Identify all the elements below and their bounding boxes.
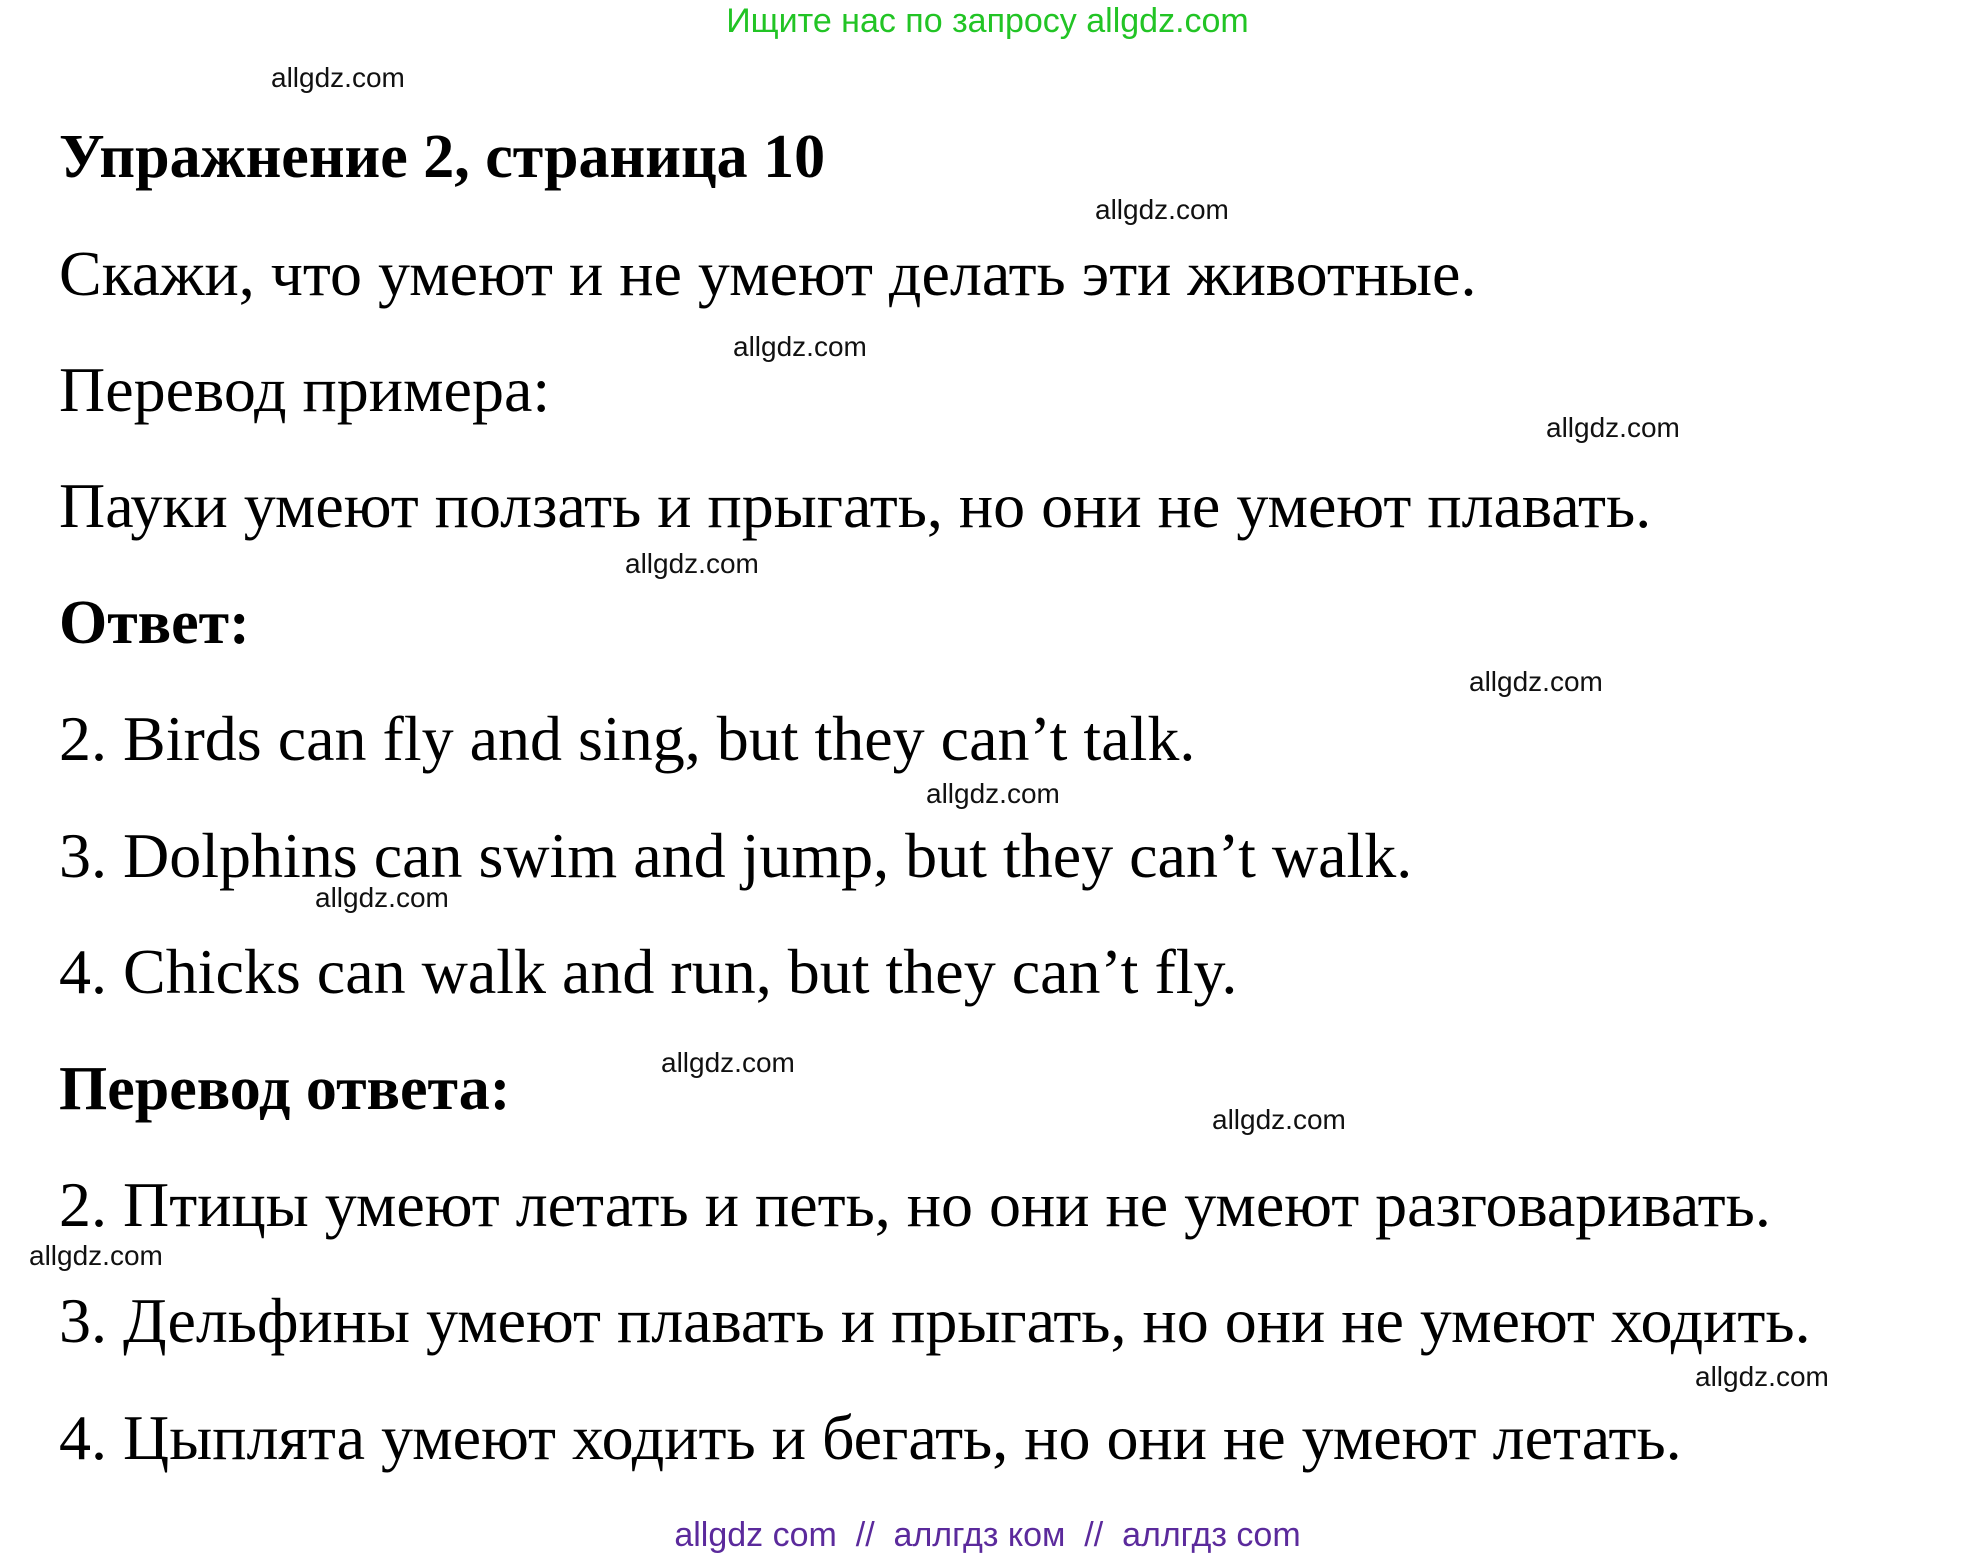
watermark: allgdz.com [29,1240,163,1271]
task-text: Скажи, что умеют и не умеют делать эти животные. [59,238,1477,309]
watermark: allgdz.com [733,331,867,362]
answer-line: 4. Chicks can walk and run, but they can’t fly. [59,936,1238,1007]
translation-line: 3. Дельфины умеют плавать и прыгать, но они не умеют ходить. [59,1285,1811,1356]
answer-line: 2. Birds can fly and sing, but they can’t talk. [59,703,1196,774]
watermark: allgdz.com [1546,412,1680,443]
watermark: allgdz.com [271,62,405,93]
watermark: allgdz.com [625,548,759,579]
watermark: allgdz.com [1469,666,1603,697]
watermark: allgdz.com [315,882,449,913]
watermark: allgdz.com [1695,1361,1829,1392]
footer-links: allgdz com // аллгдз ком // аллгдз com [674,1516,1301,1554]
watermark: allgdz.com [1212,1104,1346,1135]
answer-line: 3. Dolphins can swim and jump, but they can’t walk. [59,820,1413,891]
translation-line: 4. Цыплята умеют ходить и бегать, но они не умеют летать. [59,1402,1682,1473]
translation-line: 2. Птицы умеют летать и петь, но они не умеют разговаривать. [59,1169,1771,1240]
example-label: Перевод примера: [59,354,551,425]
watermark: allgdz.com [661,1047,795,1078]
translation-label: Перевод ответа: [59,1055,511,1123]
answer-label: Ответ: [59,589,250,657]
watermark: allgdz.com [926,778,1060,809]
example-text: Пауки умеют ползать и прыгать, но они не умеют плавать. [59,470,1652,541]
page-title: Упражнение 2, страница 10 [59,123,826,191]
header-banner: Ищите нас по запросу allgdz.com [726,2,1249,40]
watermark: allgdz.com [1095,194,1229,225]
